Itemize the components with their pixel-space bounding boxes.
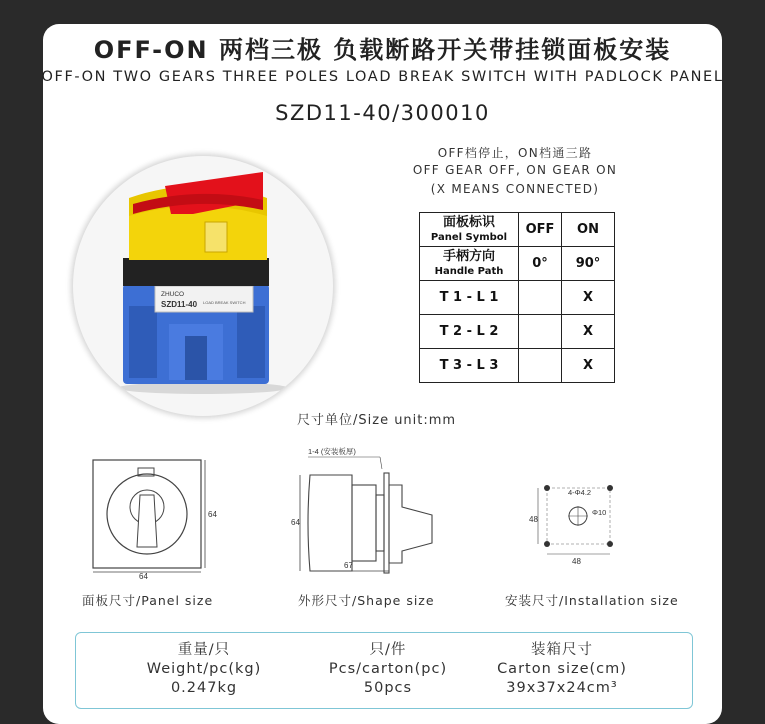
specs-box [75, 632, 693, 709]
table-row [420, 281, 615, 315]
svg-text:SZD11-40: SZD11-40 [161, 300, 198, 309]
table-row [420, 247, 615, 281]
weight-spec: 重量/只 Weight/pc(kg) 0.247kg [146, 642, 262, 696]
switch-illustration [73, 156, 333, 416]
panel-symbol-table [419, 212, 615, 383]
table-row [420, 349, 615, 383]
circuit-on-state: X [562, 349, 615, 383]
circuit-off-state [519, 315, 562, 349]
svg-text:Φ10: Φ10 [592, 508, 607, 517]
circuit-on-state: X [562, 281, 615, 315]
svg-text:4-Φ4.2: 4-Φ4.2 [568, 488, 592, 497]
svg-text:67: 67 [344, 561, 353, 570]
svg-text:48: 48 [572, 557, 581, 566]
table-header-off: OFF [519, 213, 562, 247]
svg-text:64: 64 [291, 518, 300, 527]
shape-size-caption: 外形尺寸/Shape size [298, 593, 435, 608]
table-row [420, 315, 615, 349]
circuit-label: T 1 - L 1 [420, 281, 519, 315]
svg-text:64: 64 [208, 510, 217, 519]
table-header-on: ON [562, 213, 615, 247]
model-number: SZD11-40/300010 [275, 101, 490, 125]
title-english: OFF-ON TWO GEARS THREE POLES LOAD BREAK SWITCH WITH PADLOCK PANEL [41, 69, 724, 85]
circuit-off-state [519, 281, 562, 315]
title-chinese: OFF-ON 两档三极 负载断路开关带挂锁面板安装 [93, 36, 672, 64]
svg-text:64: 64 [139, 572, 148, 580]
circuit-label: T 3 - L 3 [420, 349, 519, 383]
svg-text:48: 48 [529, 515, 538, 524]
svg-text:ZHUCO: ZHUCO [161, 291, 185, 298]
circuit-label: T 2 - L 2 [420, 315, 519, 349]
pcs-per-carton-spec: 只/件 Pcs/carton(pc) 50pcs [328, 642, 448, 696]
handle-off-angle: 0° [519, 247, 562, 281]
circuit-off-state [519, 349, 562, 383]
gear-note-cn: OFF档停止，ON档通三路 [437, 146, 593, 160]
panel-size-caption: 面板尺寸/Panel size [82, 593, 214, 608]
table-header-panel-symbol: 面板标识 Panel Symbol [420, 213, 519, 247]
gear-note-legend: (X MEANS CONNECTED) [430, 182, 600, 196]
size-unit-label: 尺寸单位/Size unit:mm [297, 413, 457, 428]
installation-size-drawing [528, 478, 628, 568]
circuit-on-state: X [562, 315, 615, 349]
handle-on-angle: 90° [562, 247, 615, 281]
product-photo [73, 156, 333, 416]
svg-text:LOAD BREAK SWITCH: LOAD BREAK SWITCH [203, 300, 246, 305]
carton-size-spec: 装箱尺寸 Carton size(cm) 39x37x24cm³ [497, 642, 627, 696]
panel-size-drawing [85, 455, 220, 580]
installation-size-caption: 安装尺寸/Installation size [505, 593, 679, 608]
table-row [420, 213, 615, 247]
svg-text:1-4 (安装板厚): 1-4 (安装板厚) [308, 447, 356, 456]
table-header-handle-path: 手柄方向 Handle Path [420, 247, 519, 281]
shape-size-drawing [290, 443, 445, 578]
gear-note-en: OFF GEAR OFF, ON GEAR ON [412, 163, 618, 177]
